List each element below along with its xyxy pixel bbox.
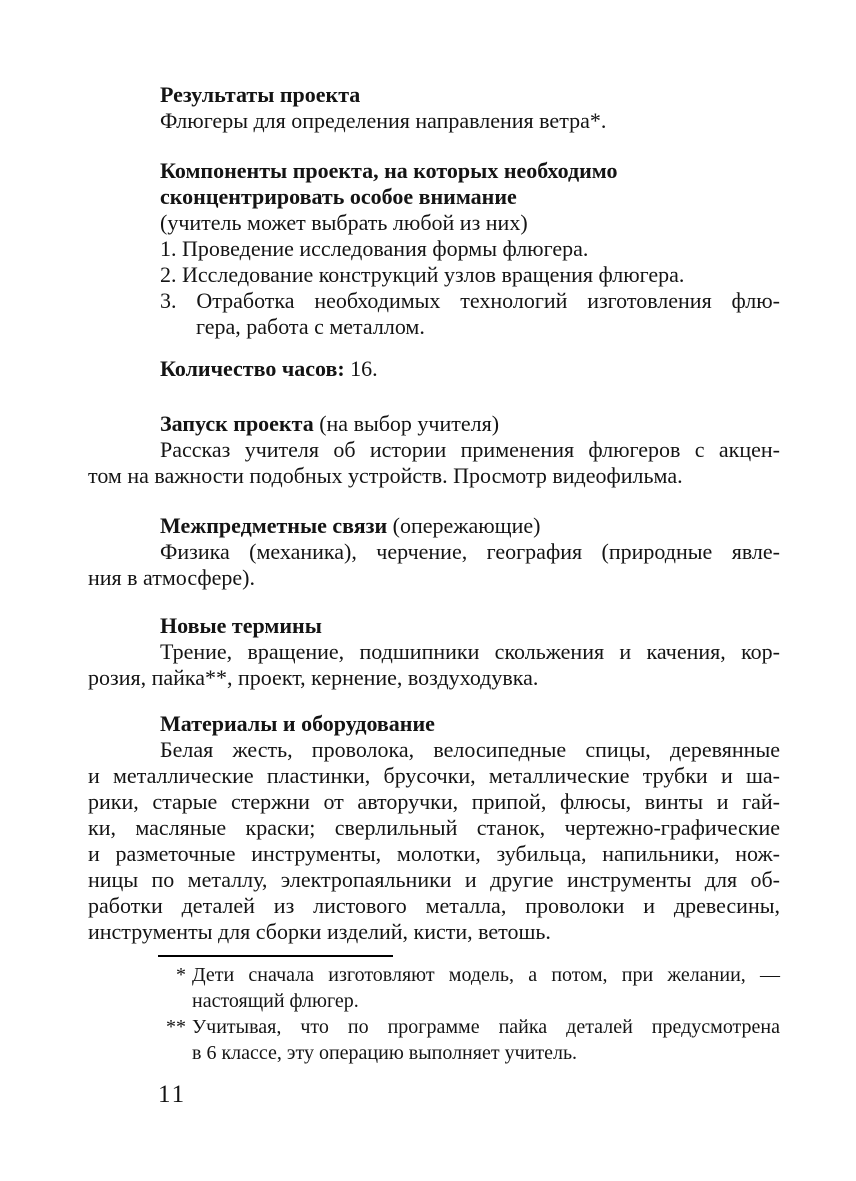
footnote-2-line2: в 6 классе, эту операцию выполняет учитель. [192,1042,578,1064]
terms-heading: Новые термины [160,613,322,638]
section-hours [88,356,780,382]
results-text: Флюгеры для определения направления ветра*. [160,108,607,133]
terms-text-line1: Трение, вращение, подшипники скольжения и качения, кор- [160,639,780,664]
launch-text-line2: том на важности подобных устройств. Просмотр видеофильма. [88,463,683,488]
components-item-3-line1: 3. Отработка необходимых технологий изготовления флю- [160,288,780,313]
footnote-1-line2: настоящий флюгер. [192,990,359,1012]
section-launch [88,411,780,489]
materials-line-7: работки деталей из листового металла, проволоки и древесины, [88,893,780,918]
components-note: (учитель может выбрать любой из них) [160,210,528,235]
interdisciplinary-heading: Межпредметные связи [160,513,388,538]
interdisciplinary-heading-line [88,513,780,539]
materials-line-2: и металлические пластинки, брусочки, металлические трубки и ша- [88,763,780,788]
components-heading-line2: сконцентрировать особое внимание [160,184,517,209]
footnote-2-marker: ** [166,1016,186,1038]
launch-heading-line [88,411,780,437]
components-item-3-line2: гера, работа с металлом. [196,314,425,339]
launch-heading: Запуск проекта [160,411,314,436]
footnote-1-marker: * [176,964,186,986]
section-results [88,82,780,134]
materials-line-8: инструменты для сборки изделий, кисти, ветошь. [88,919,551,944]
hours-label: Количество часов: [160,356,345,381]
interdisciplinary-text-line1: Физика (механика), черчение, география (природные явле- [160,539,780,564]
components-item-1: 1. Проведение исследования формы флюгера. [160,236,589,261]
materials-line-6: ницы по металлу, электропаяльники и другие инструменты для об- [88,867,780,892]
hours-value: 16. [344,356,378,381]
interdisciplinary-heading-suffix: (опережающие) [387,513,541,538]
section-materials [88,711,780,945]
footnote-1-line1: Дети сначала изготовляют модель, а потом, при желании, — [192,964,780,986]
footnote-2 [166,1014,780,1066]
footnote-2-line1: Учитывая, что по программе пайка деталей предусмотрена [192,1016,780,1038]
section-interdisciplinary [88,513,780,591]
components-heading-line1: Компоненты проекта, на которых необходимо [160,158,618,183]
interdisciplinary-text-line2: ния в атмосфере). [88,565,255,590]
page-number: 11 [158,1081,187,1108]
materials-line-4: ки, масляные краски; сверлильный станок, чертежно-графические [88,815,780,840]
footnote-divider [158,955,393,957]
materials-line-1: Белая жесть, проволока, велосипедные спицы, деревянные [160,737,780,762]
launch-text-line1: Рассказ учителя об истории применения флюгеров с акцен- [160,437,780,462]
materials-heading: Материалы и оборудование [160,711,435,736]
terms-text-line2: розия, пайка**, проект, кернение, воздуходувка. [88,665,539,690]
footnotes [88,962,780,1066]
hours-line [88,356,780,382]
materials-line-5: и разметочные инструменты, молотки, зубильца, напильники, нож- [88,841,780,866]
results-heading: Результаты проекта [160,82,361,107]
launch-heading-suffix: (на выбор учителя) [313,411,500,436]
section-terms [88,613,780,691]
section-components [88,158,780,340]
materials-line-3: рики, старые стержни от авторучки, припой, флюсы, винты и гай- [88,789,780,814]
footnote-1 [176,962,780,1014]
text-block [88,82,780,1108]
components-item-2: 2. Исследование конструкций узлов вращения флюгера. [160,262,685,287]
